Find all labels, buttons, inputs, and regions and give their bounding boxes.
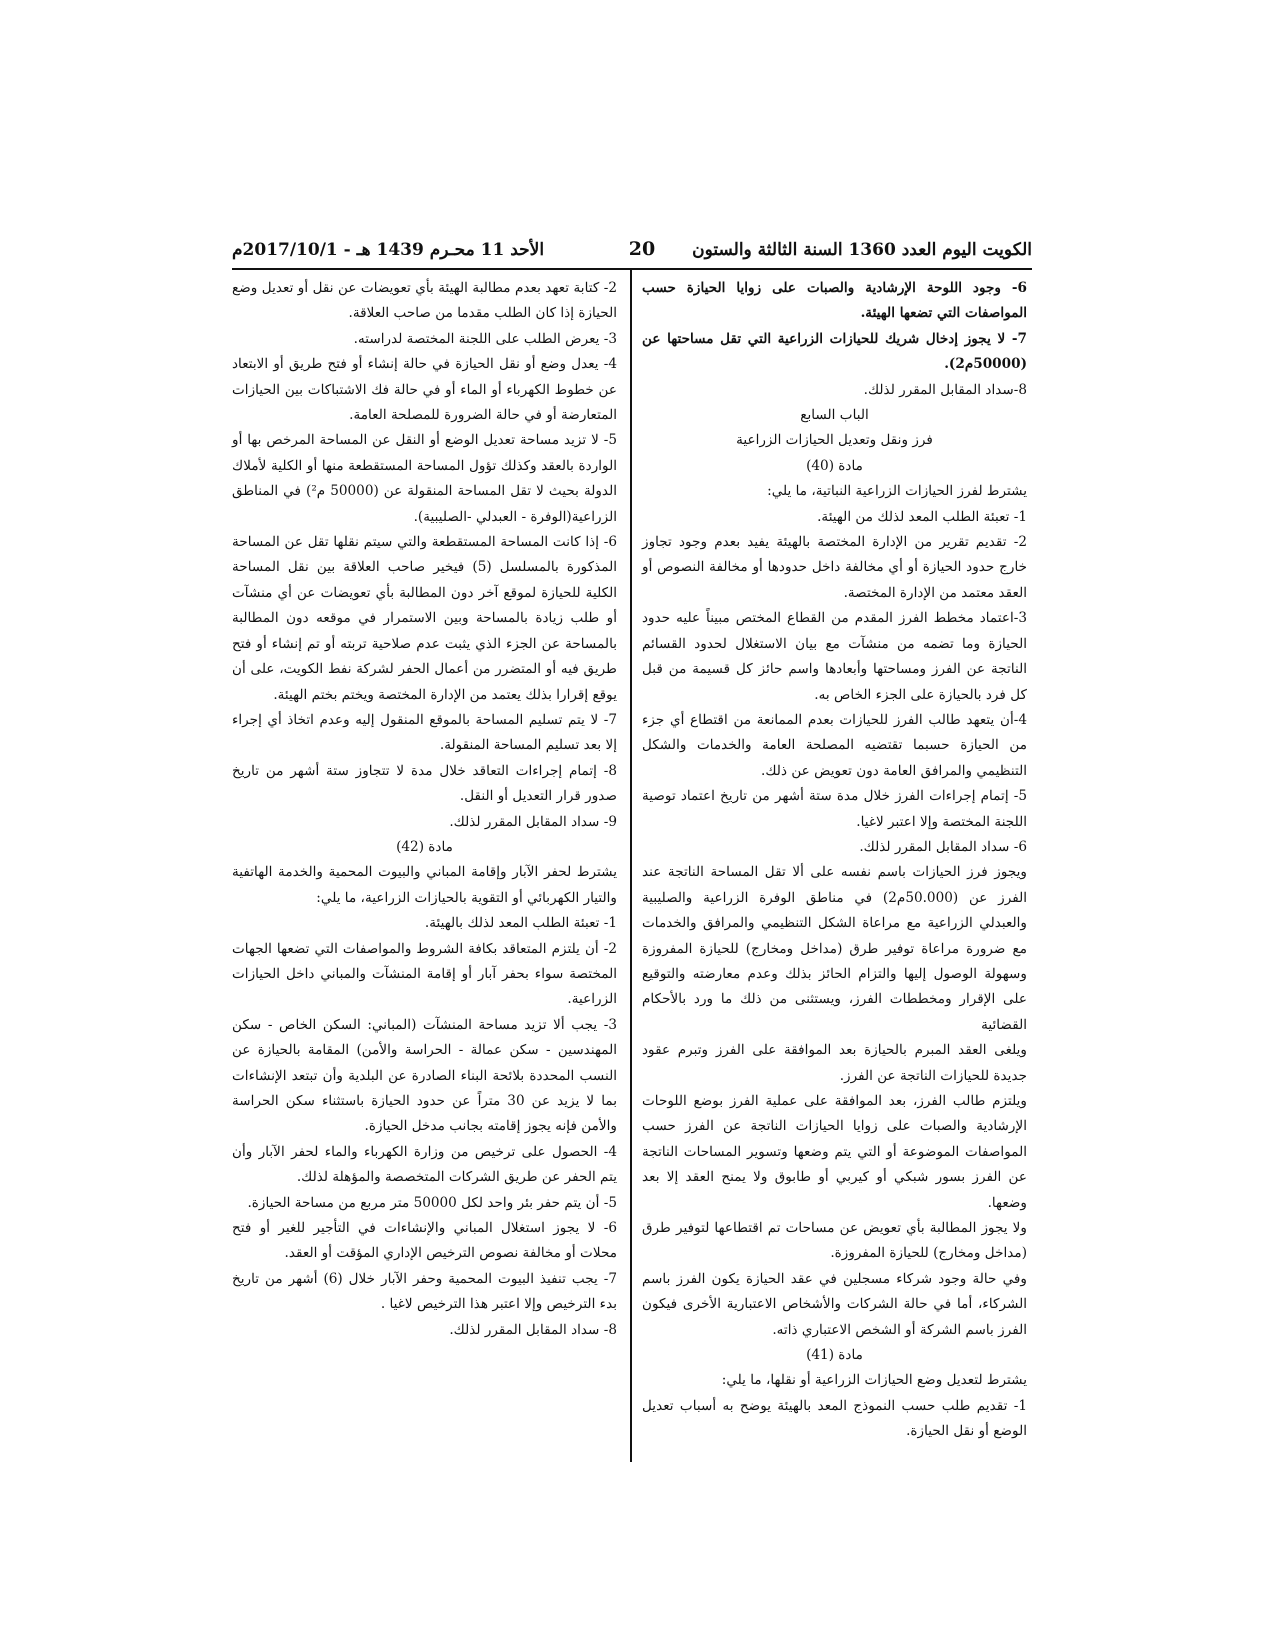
section-heading: مادة (42) xyxy=(396,838,453,855)
paragraph: 6- إذا كانت المساحة المستقطعة والتي سيتم نقلها تقل عن المساحة المذكورة بالمسلسل (5) فيخير صاحب العلاقة بين نقل المساحة الكلية للحيازة لموقع آخر دون المطالبة بأي تعويضات عن أي منشآت أو طلب زيادة بالمساحة وبين الاستمرار في موقعه دون المطالبة بالمساحة عن الجزء الذي يثبت عدم صلاحية تربته أو تم إنشاء أو فتح طريق فيه أو المتضرر من أعمال الحفر لشركة نفط الكويت، على أن يوقع إقرارا بذلك يعتمد من الإدارة المختصة ويختم بختم الهيئة. xyxy=(232,534,617,703)
paragraph: 8- إتمام إجراءات التعاقد خلال مدة لا تتجاوز ستة أشهر من تاريخ صدور قرار التعديل أو النقل. xyxy=(232,762,617,805)
paragraph: يشترط لحفر الآبار وإقامة المباني والبيوت المحمية والخدمة الهاتفية والتيار الكهربائي أو التقوية بالحيازات الزراعية، ما يلي: xyxy=(232,864,617,906)
paragraph: ولا يجوز المطالبة بأي تعويض عن مساحات تم اقتطاعها لتوفير طرق (مداخل ومخارج) للحيازة المفروزة. xyxy=(642,1220,1027,1262)
paragraph: 5- إتمام إجراءات الفرز خلال مدة ستة أشهر من تاريخ اعتماد توصية اللجنة المختصة وإلا اعتبر لاغيا. xyxy=(642,788,1027,830)
page-number: 20 xyxy=(628,238,656,260)
paragraph: 2- كتابة تعهد بعدم مطالبة الهيئة بأي تعويضات عن نقل أو تعديل وضع الحيازة إذا كان الطلب مقدما من صاحب العلاقة. xyxy=(232,280,617,322)
left-column xyxy=(232,276,617,1343)
paragraph: 5- لا تزيد مساحة تعديل الوضع أو النقل عن المساحة المرخص بها أو الواردة بالعقد وكذلك تؤول المساحة المستقطعة منها أو الكلية لأملاك الدولة بحيث لا تقل المساحة المنقولة عن (50000 م²) في المناطق الزراعية(الوفرة - العبدلي -الصليبية). xyxy=(232,432,617,525)
page-header xyxy=(232,236,1032,266)
paragraph: وفي حالة وجود شركاء مسجلين في عقد الحيازة يكون الفرز باسم الشركاء، أما في حالة الشركات والأشخاص الاعتبارية الأخرى فيكون الفرز باسم الشركة أو الشخص الاعتباري ذاته. xyxy=(642,1270,1027,1338)
paragraph: 8- سداد المقابل المقرر لذلك. xyxy=(449,1321,617,1338)
paragraph: 4- الحصول على ترخيص من وزارة الكهرباء والماء لحفر الآبار وأن يتم الحفر عن طريق الشركات المتخصصة والمؤهلة لذلك. xyxy=(232,1143,617,1186)
section-heading: فرز ونقل وتعديل الحيازات الزراعية xyxy=(736,432,933,449)
paragraph: 6- وجود اللوحة الإرشادية والصبات على زوايا الحيازة حسب المواصفات التي تضعها الهيئة. xyxy=(642,280,1027,322)
header-rule xyxy=(232,268,1032,270)
paragraph: 7- يجب تنفيذ البيوت المحمية وحفر الآبار خلال (6) أشهر من تاريخ بدء الترخيص وإلا اعتبر هذا الترخيص لاغيا . xyxy=(232,1270,617,1313)
paragraph: ويجوز فرز الحيازات باسم نفسه على ألا تقل المساحة الناتجة عند الفرز عن (50.000م2) في مناطق الوفرة الزراعية والصليبية والعبدلي الزراعية مع مراعاة الشكل التنظيمي والمرافق والخدمات مع ضرورة مراعاة توفير طرق (مداخل ومخارج) للحيازة المفروزة وسهولة الوصول إليها والتزام الحائز بذلك وعدم معارضته والتوقيع على الإقرار ومخططات الفرز، ويستثنى من ذلك ما ورد بالأحكام القضائية xyxy=(642,864,1028,1033)
paragraph: 2- أن يلتزم المتعاقد بكافة الشروط والمواصفات التي تضعها الجهات المختصة سواء بحفر آبار أو إقامة المنشآت والمباني داخل الحيازات الزراعية. xyxy=(232,940,617,1008)
header-publication: الكويت اليوم العدد 1360 السنة الثالثة والستون xyxy=(692,240,1032,260)
section-heading: مادة (40) xyxy=(806,457,863,474)
paragraph: 4- يعدل وضع أو نقل الحيازة في حالة إنشاء أو فتح طريق أو الابتعاد عن خطوط الكهرباء أو الماء أو في حالة فك الاشتباكات بين الحيازات المتعارضة أو في حالة الضرورة للمصلحة العامة. xyxy=(232,356,617,424)
paragraph: 9- سداد المقابل المقرر لذلك. xyxy=(449,813,617,830)
paragraph: 5- أن يتم حفر بئر واحد لكل 50000 متر مربع من مساحة الحيازة. xyxy=(247,1194,617,1211)
paragraph: 4-أن يتعهد طالب الفرز للحيازات بعدم الممانعة من اقتطاع أي جزء من الحيازة حسبما تقتضيه المصلحة العامة والخدمات والشكل التنظيمي والمرافق العامة دون تعويض عن ذلك. xyxy=(642,711,1027,779)
right-column xyxy=(642,276,1027,1445)
paragraph: ويلغى العقد المبرم بالحيازة بعد الموافقة على الفرز وتبرم عقود جديدة للحيازات الناتجة عن الفرز. xyxy=(642,1042,1027,1084)
paragraph: 3- يجب ألا تزيد مساحة المنشآت (المباني: السكن الخاص - سكن المهندسين - سكن عمالة - الحراسة والأمن) المقامة بالحيازة عن النسب المحددة بلائحة البناء الصادرة عن البلدية وأن تبتعد الإنشاءات بما لا يزيد عن 30 متراً عن حدود الحيازة باستثناء سكن الحراسة والأمن فإنه يجوز إقامته بجانب مدخل الحيازة. xyxy=(232,1016,618,1135)
paragraph: يشترط لفرز الحيازات الزراعية النباتية، ما يلي: xyxy=(767,483,1027,500)
paragraph: 6- لا يجوز استغلال المباني والإنشاءات في التأجير للغير أو فتح محلات أو مخالفة نصوص الترخيص الإداري المؤقت أو العقد. xyxy=(232,1220,617,1262)
column-divider xyxy=(630,270,632,1462)
paragraph: 2- تقديم تقرير من الإدارة المختصة بالهيئة يفيد بعدم وجود تجاوز خارج حدود الحيازة أو أي مخالفة داخل حدودها أو مخالفة النصوص أو العقد معتمد من الإدارة المختصة. xyxy=(642,534,1027,601)
paragraph: 1- تعبئة الطلب المعد لذلك بالهيئة. xyxy=(424,915,617,932)
paragraph: ويلتزم طالب الفرز، بعد الموافقة على عملية الفرز بوضع اللوحات الإرشادية والصبات على زوايا الحيازات الناتجة عن الفرز حسب المواصفات الموضوعة أو التي يتم وضعها وتسوير المساحات الناتجة عن الفرز بسور شبكي أو كيربي أو طابوق ولا يمنح العقد إلا بعد وضعها. xyxy=(642,1093,1027,1211)
paragraph: 1- تقديم طلب حسب النموذج المعد بالهيئة يوضح به أسباب تعديل الوضع أو نقل الحيازة. xyxy=(642,1397,1027,1440)
section-heading: مادة (41) xyxy=(806,1347,863,1364)
paragraph: 8-سداد المقابل المقرر لذلك. xyxy=(863,381,1027,398)
section-heading: الباب السابع xyxy=(800,407,869,424)
paragraph: 7- لا يتم تسليم المساحة بالموقع المنقول إليه وعدم اتخاذ أي إجراء إلا بعد تسليم المساحة المنقولة. xyxy=(232,711,617,754)
paragraph: 3- يعرض الطلب على اللجنة المختصة لدراسته. xyxy=(353,330,617,347)
header-date: الأحد 11 محـرم 1439 هـ - 2017/10/1م xyxy=(232,240,545,260)
paragraph: 7- لا يجوز إدخال شريك للحيازات الزراعية التي تقل مساحتها عن (50000م2). xyxy=(642,330,1027,373)
paragraph: 6- سداد المقابل المقرر لذلك. xyxy=(859,838,1027,855)
paragraph: 1- تعبئة الطلب المعد لذلك من الهيئة. xyxy=(817,508,1027,525)
paragraph: 3-اعتماد مخطط الفرز المقدم من القطاع المختص مبيناً عليه حدود الحيازة وما تضمه من منشآت مع بيان الاستغلال لحدود القسائم الناتجة عن الفرز ومساحتها وأبعادها واسم حائز كل قسيمة من قبل كل فرد بالحيازة على الجزء الخاص به. xyxy=(642,610,1027,703)
paragraph: يشترط لتعديل وضع الحيازات الزراعية أو نقلها، ما يلي: xyxy=(721,1372,1027,1389)
